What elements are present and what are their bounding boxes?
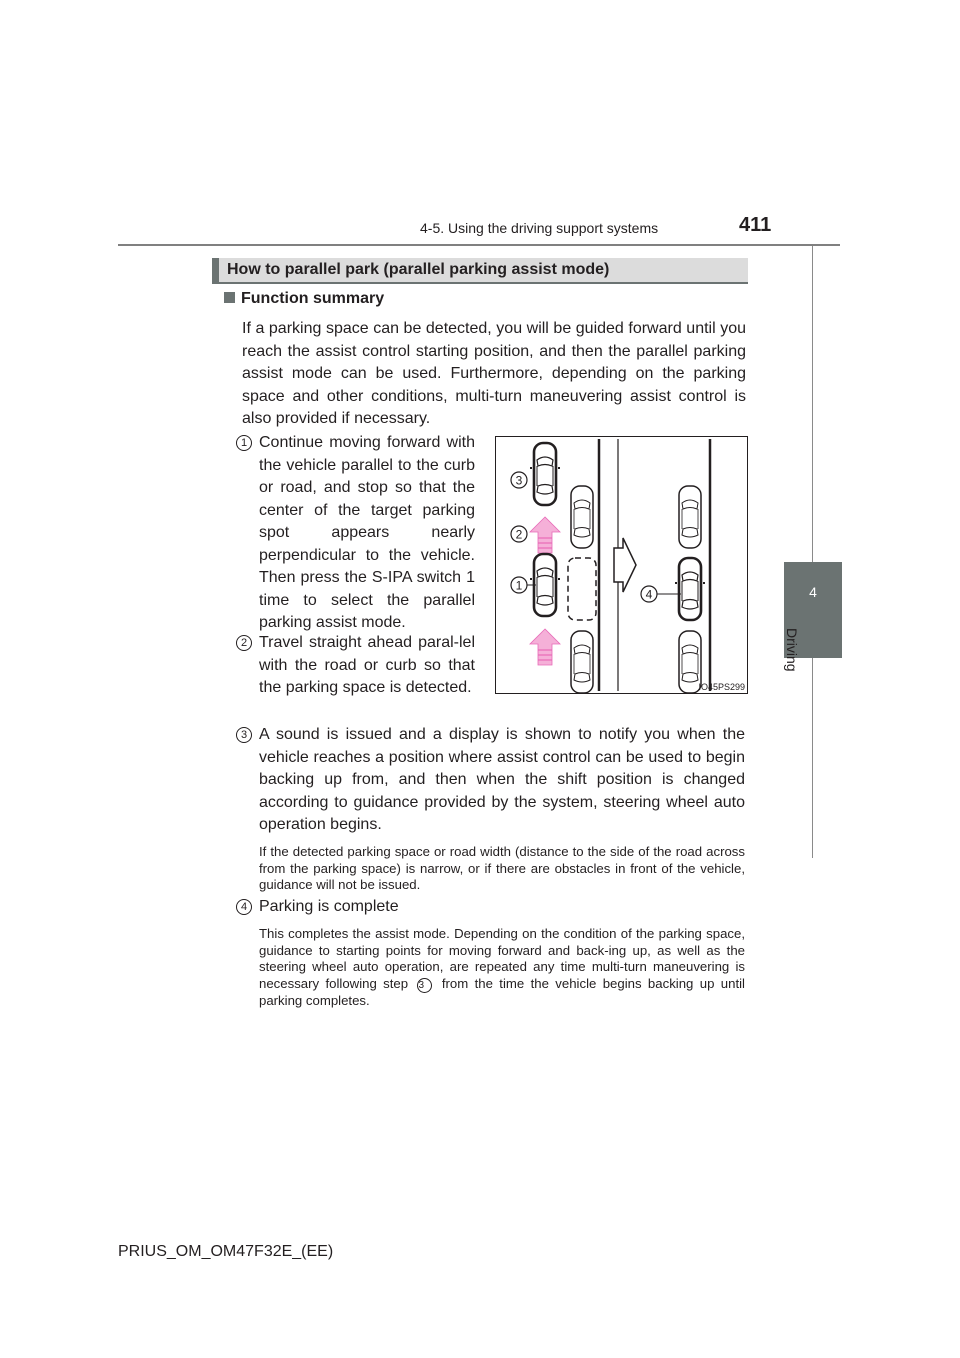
parked-car-icon xyxy=(571,631,593,693)
intro-paragraph: If a parking space can be detected, you will be guided forward until you reach the assist control starting position, and then the parallel parking assist mode can be used. Furthermore, depending on the parking space and other conditions, multi-turn maneuvering assist control is also provided if necessary. xyxy=(242,320,746,427)
document-footer: PRIUS_OM_OM47F32E_(EE) xyxy=(118,1243,334,1260)
side-divider-top xyxy=(812,246,813,562)
square-bullet-icon xyxy=(224,292,235,303)
step-3-text: A sound is issued and a display is shown to notify you when the vehicle reaches a position where assist control can be used to begin backing up from, and then when the shift position is changed according to guidance provided by the system, steering wheel auto operation begins. xyxy=(259,726,745,833)
forward-arrow-icon xyxy=(530,629,560,665)
parked-vehicle-icon xyxy=(675,558,705,620)
forward-arrow-icon xyxy=(530,517,560,553)
chapter-name: Driving xyxy=(784,628,800,672)
figure-label-3: 3 xyxy=(515,473,523,488)
parked-car-icon xyxy=(571,486,593,548)
step-3-note: If the detected parking space or road width (distance to the side of the road across from the parking space) is narrow, or if there are obstacles in front of the vehicle, guidance will not be issued. xyxy=(259,844,745,892)
subheading-text: Function summary xyxy=(241,290,385,307)
subheading xyxy=(224,290,384,308)
step-1-text: Continue moving forward with the vehicle parallel to the curb or road, and stop so that the center of the target parking spot appears nearly perpendicular to the vehicle. Then press the S-IPA switch 1 time to select the parallel parking assist mode. xyxy=(259,434,475,631)
step-1-number-icon: 1 xyxy=(236,435,252,451)
parking-diagram xyxy=(495,436,748,694)
figure-label-1: 1 xyxy=(515,578,523,593)
figure-label-2: 2 xyxy=(515,527,523,542)
page-number: 411 xyxy=(739,214,772,236)
step-4-number-icon: 4 xyxy=(236,899,252,915)
step-4-note-start: This completes the assist mode. Depending on the condition of the parking space, guidance to starting points for moving forward and back-ing up, as well as the steering wheel auto operation, are repeated any time multi-turn maneuvering is necessary following step xyxy=(259,926,745,991)
side-divider-bottom xyxy=(812,658,813,858)
transition-arrow-icon xyxy=(614,538,636,592)
section-heading xyxy=(212,258,748,284)
header-divider xyxy=(118,244,840,246)
parking-diagram-illustration xyxy=(496,437,747,693)
figure-label-4: 4 xyxy=(645,587,653,602)
step-3-number-icon: 3 xyxy=(236,727,252,743)
chapter-number: 4 xyxy=(809,584,817,600)
figure-code: IO45PS299 xyxy=(698,682,745,692)
step-2-text: Travel straight ahead paral-lel with the road or curb so that the parking space is detected. xyxy=(259,634,475,696)
step-2-number-icon: 2 xyxy=(236,635,252,651)
step-4-text: Parking is complete xyxy=(259,898,399,915)
parked-car-icon xyxy=(679,486,701,548)
step-4-note xyxy=(259,926,745,1009)
step-4-note-end: from the time the vehicle begins backing up until parking completes. xyxy=(259,975,745,1008)
target-space-outline xyxy=(568,558,596,620)
step-ref-number-icon: 3 xyxy=(417,978,432,993)
section-heading-text: How to parallel park (parallel parking assist mode) xyxy=(227,261,610,278)
running-header-section: 4-5. Using the driving support systems xyxy=(420,220,659,236)
vehicle-position-3-icon xyxy=(530,443,560,505)
